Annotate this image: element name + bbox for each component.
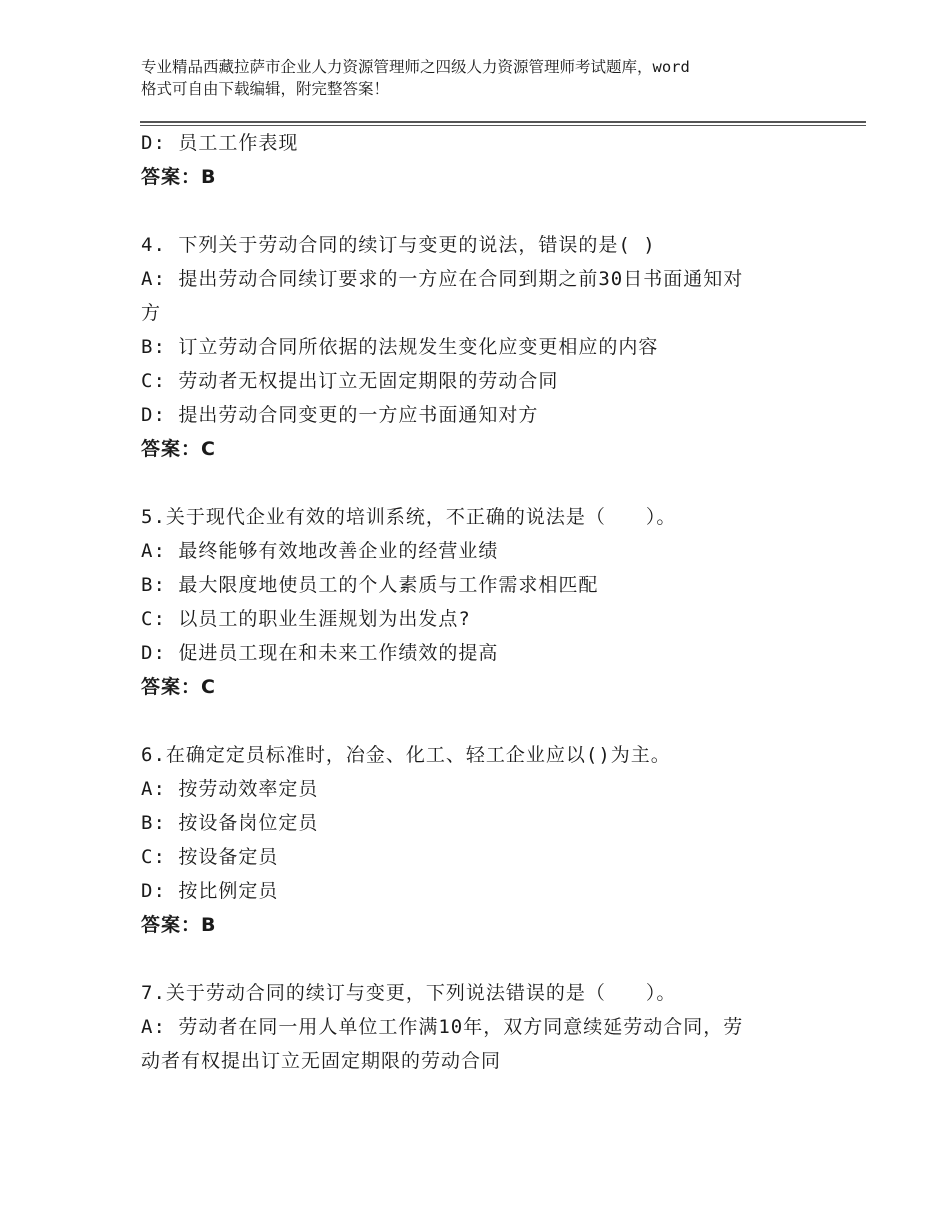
option-b: B: 订立劳动合同所依据的法规发生变化应变更相应的内容 xyxy=(141,336,659,358)
question-6-stem: 6.在确定定员标准时，冶金、化工、轻工企业应以()为主。 xyxy=(141,744,671,766)
option-a: A: 提出劳动合同续订要求的一方应在合同到期之前30日书面通知对 xyxy=(141,268,744,290)
question-4-stem: 4. 下列关于劳动合同的续订与变更的说法，错误的是( ) xyxy=(141,234,656,256)
document-body xyxy=(141,126,821,1078)
option-a: A: 最终能够有效地改善企业的经营业绩 xyxy=(141,540,499,562)
option-a: A: 按劳动效率定员 xyxy=(141,778,319,800)
answer: 答案：C xyxy=(141,438,216,460)
header-divider-thick xyxy=(140,121,866,123)
option-d: D: 按比例定员 xyxy=(141,880,279,902)
option-c: C: 按设备定员 xyxy=(141,846,279,868)
option-d: D: 提出劳动合同变更的一方应书面通知对方 xyxy=(141,404,539,426)
option-a: A: 劳动者在同一用人单位工作满10年，双方同意续延劳动合同，劳 xyxy=(141,1016,744,1038)
option-a-continued: 方 xyxy=(141,302,162,324)
header-line-1: 专业精品西藏拉萨市企业人力资源管理师之四级人力资源管理师考试题库，word xyxy=(141,58,690,76)
document-header xyxy=(141,56,841,100)
question-7-stem: 7.关于劳动合同的续订与变更，下列说法错误的是（ ）。 xyxy=(141,982,677,1004)
option-b: B: 按设备岗位定员 xyxy=(141,812,319,834)
answer: 答案：C xyxy=(141,676,216,698)
option-a-continued: 动者有权提出订立无固定期限的劳动合同 xyxy=(141,1050,502,1072)
answer: 答案：B xyxy=(141,166,217,188)
option-d: D: 员工工作表现 xyxy=(141,132,299,154)
header-line-2: 格式可自由下载编辑，附完整答案！ xyxy=(141,80,390,98)
question-5-stem: 5.关于现代企业有效的培训系统，不正确的说法是（ ）。 xyxy=(141,506,677,528)
option-c: C: 以员工的职业生涯规划为出发点? xyxy=(141,608,471,630)
answer: 答案：B xyxy=(141,914,217,936)
option-d: D: 促进员工现在和未来工作绩效的提高 xyxy=(141,642,499,664)
option-c: C: 劳动者无权提出订立无固定期限的劳动合同 xyxy=(141,370,559,392)
option-b: B: 最大限度地使员工的个人素质与工作需求相匹配 xyxy=(141,574,599,596)
